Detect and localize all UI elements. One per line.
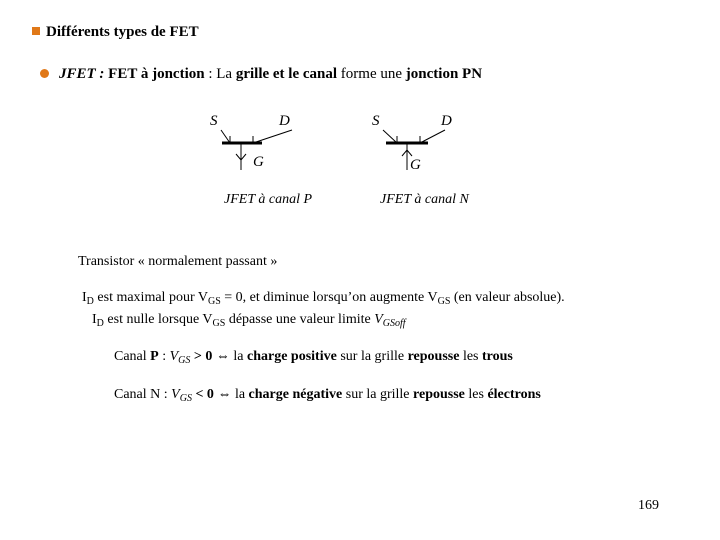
page-number: 169 <box>638 498 659 513</box>
jfet-p-gate-label: G <box>253 154 264 170</box>
jfet-n-source-label: S <box>372 113 380 129</box>
jfet-p-source-label: S <box>210 113 218 129</box>
canal-n-text: Canal N : $V_{GS} < 0$ ⇔ la charge négative sur la grille repousse les électrons <box>114 387 541 404</box>
normally-on-text: Transistor « normalement passant » <box>78 254 278 269</box>
jfet-n-caption: JFET à canal N <box>380 192 469 207</box>
id-null-text: $I_D$ est nulle lorsque $V_{GS}$ dépasse une valeur limite $V_{GSoff}$ <box>92 312 406 329</box>
canal-p-text: Canal P : $V_{GS} > 0$ ⇔ la charge positive sur la grille repousse les trous <box>114 349 513 366</box>
equivalence-arrow-icon: ⇔ <box>213 387 235 402</box>
section-title: Différents types de FET <box>32 24 199 41</box>
equivalence-arrow-icon: ⇔ <box>212 349 234 364</box>
jfet-p-caption: JFET à canal P <box>224 192 313 207</box>
id-max-text: $I_D$ est maximal pour $V_{GS} = 0$, et diminue lorsqu’on augmente $V_{GS}$ (en valeur absolue). <box>82 290 565 307</box>
jfet-p-drain-label: D <box>279 113 290 129</box>
jfet-n-drain-label: D <box>441 113 452 129</box>
jfet-definition: JFET : FET à jonction : La grille et le canal forme une jonction PN <box>40 66 482 83</box>
jfet-n-gate-label: G <box>410 157 421 173</box>
